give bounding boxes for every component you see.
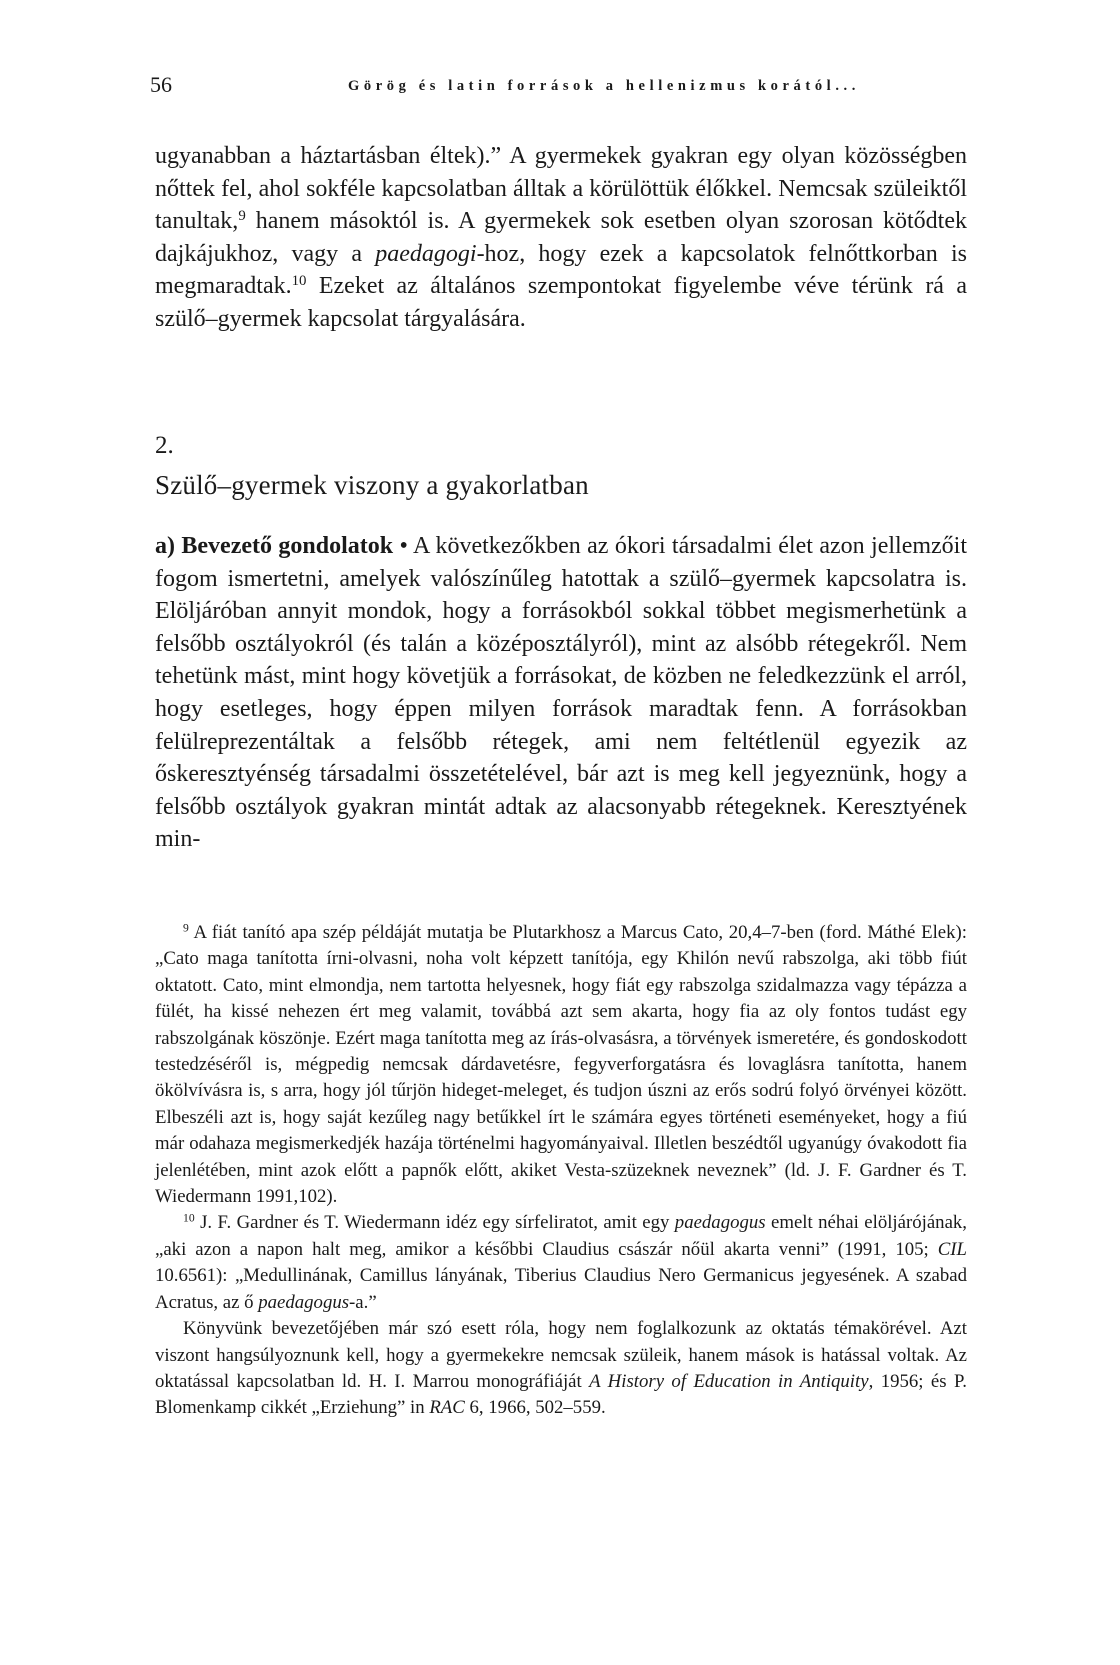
footnote-text: -a.” (349, 1291, 377, 1313)
footnote-text: Könyvünk bevezetőjében már szó esett róla, hogy nem foglalkozunk az oktatás témakörével. Azt viszont hangsúlyoznunk kell, hogy a gyermekekre nemcsak szüleik, hanem mások is hatással voltak. Az oktatással kapcsolatban ld. H. I. Marrou monográfiáját (155, 1318, 967, 1392)
footnote-ref-10[interactable]: 10 (291, 273, 307, 290)
italic-term: paedagogus (674, 1212, 766, 1234)
text-run: -hoz, hogy ezek a kapcsolatok felnőttkorban is megmaradtak. (155, 240, 967, 300)
footnote-10-continuation (155, 1316, 967, 1422)
section-title: Szülő–gyermek viszony a gyakorlatban (155, 470, 589, 500)
italic-term: CIL (937, 1238, 967, 1260)
bullet-separator: • (393, 533, 414, 559)
footnote-text: emelt néhai elöljárójának, „aki azon a napon halt meg, amikor a későbbi Claudius császár nőül akarta venni” (1991, 105; (155, 1212, 967, 1260)
footnote-text: A fiát tanító apa szép példáját mutatja be Plutarkhosz a Marcus Cato, 20,4–7-ben (ford. Máthé Elek): „Cato maga tanította írni-olvasni, noha volt képzett tanítója, egy Khilón nevű rabszolga, aki több fiút oktatott. Cato, mint elmondja, nem tartotta helyesnek, hogy fiát egy rabszolga szidalmazza vagy tépázza a fülét, ha kissé nehezen ért meg valamit, továbbá azt sem akarta, hogy fia az oly fontos tudást egy rabszolgának köszönje. Ezért maga tanította meg az írás-olvasásra, a törvények ismeretére, és gondoskodott testedzéséről is, mégpedig nemcsak dárdavetésre, fegyverforgatásra és lovaglásra tanította, hanem ökölvívásra is, s arra, hogy jól tűrjön hideget-meleget, és tudjon úszni az erős sodrú folyó örvényei között. Elbeszéli azt is, hogy saját kezűleg nagy betűkkel írt le számára egyes történeti eseményeket, hogy a fiú már odahaza megismerkedjék hazája történelmi hagyományaival. Illetlen beszédtől ugyanúgy óvakodott fia jelenlétében, mint azok előtt a papnők előtt, akiket Vesta-szüzeknek neveznek” (ld. J. F. Gardner és T. Wiedermann 1991,102). (155, 922, 967, 1208)
footnote-text: J. F. Gardner és T. Wiedermann idéz egy sírfeliratot, amit egy (194, 1212, 675, 1234)
italic-title: RAC (429, 1397, 465, 1419)
page-number: 56 (150, 72, 172, 97)
main-text-paragraph (155, 140, 967, 336)
running-head: Görög és latin források a hellenizmus korától... (348, 78, 860, 94)
footnote-9 (155, 920, 967, 1210)
text-run: A következőkben az ókori társadalmi élet azon jellemzőit fogom ismertetni, amelyek valószínűleg hatottak a szülő–gyermek kapcsolatra is. Elöljáróban annyit mondok, hogy a forrásokból sokkal többet megismerhetünk a felsőbb osztályokról (és talán a középosztályról), mint az alsóbb rétegekről. Nem tehetünk mást, mint hogy követjük a forrásokat, de közben ne feledkezzünk el arról, hogy esetleges, hogy éppen milyen források maradtak fenn. A forrásokban felülreprezentáltak a felsőbb rétegek, ami nem feltétlenül egyezik az őskeresztyénség társadalmi összetételével, bár azt is meg kell jegyeznünk, hogy a felsőbb osztályok gyakran mintát adtak az alacsonyabb rétegeknek. Keresztyének min- (155, 533, 968, 853)
text-run: ugyanabban a háztartásban éltek).” A gyermekek gyakran egy olyan közösségben nőttek fel, ahol sokféle kapcsolatban álltak a körülöttük élőkkel. Nemcsak szüleiktől tanultak, (155, 143, 967, 235)
italic-term: paedagogus (258, 1291, 350, 1313)
text-run: Ezeket az általános szempontokat figyelembe véve térünk rá a szülő–gyermek kapcsolat tárgyalására. (155, 273, 967, 332)
text-run: hanem másoktól is. A gyermekek sok esetben olyan szorosan kötődtek dajkájukhoz, vagy a (155, 208, 967, 267)
subsection-heading: a) Bevezető gondolatok (155, 533, 394, 559)
section-number: 2. (155, 432, 174, 459)
footnote-text: , 1956; és P. Blomenkamp cikkét „Erziehung” in (155, 1370, 967, 1419)
footnote-text: 10.6561): „Medullinának, Camillus lányának, Tiberius Claudius Nero Germanicus jegyesének. A szabad Acratus, az ő (155, 1265, 967, 1313)
footnote-text: 6, 1966, 502–559. (464, 1397, 606, 1419)
italic-title: A History of Education in Antiquity (589, 1370, 869, 1392)
subsection-paragraph (155, 530, 967, 856)
footnote-10 (155, 1210, 967, 1316)
footnote-ref-9[interactable]: 9 (238, 208, 246, 225)
footnote-number: 9 (183, 921, 189, 935)
footnote-number: 10 (183, 1212, 195, 1226)
italic-term: paedagogi (375, 240, 477, 267)
footnotes (155, 920, 967, 1422)
